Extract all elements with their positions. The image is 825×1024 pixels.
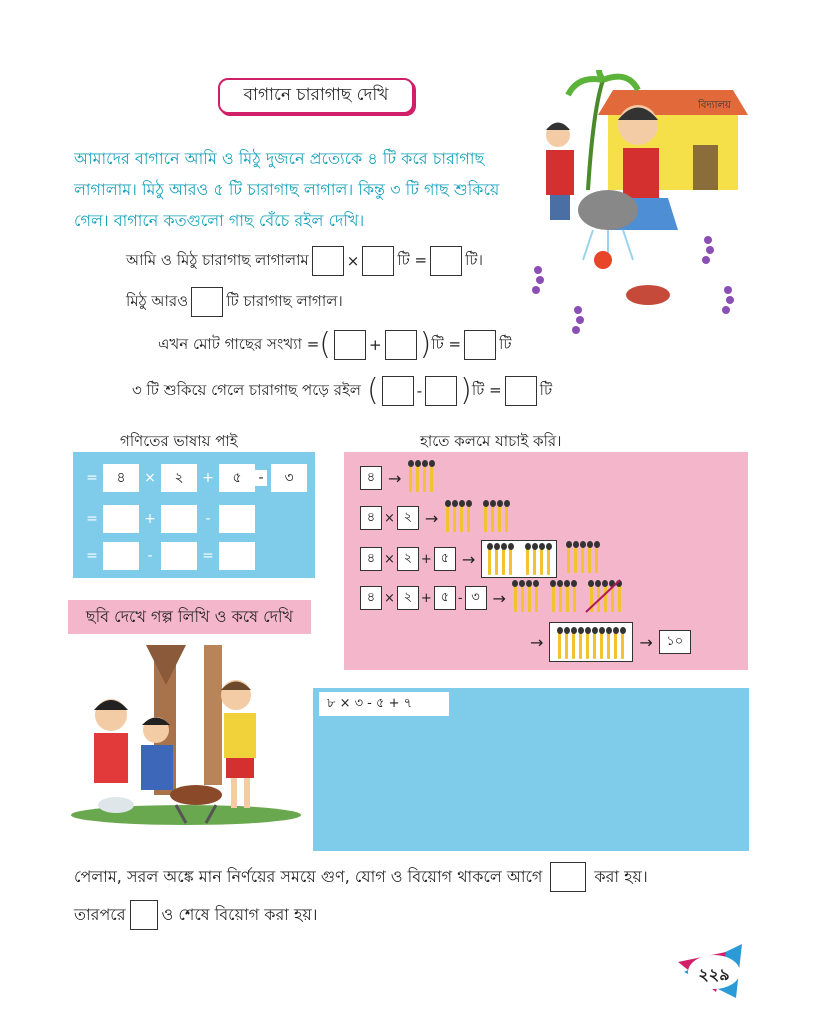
answer-box[interactable] — [312, 246, 344, 276]
num-box: ৪ — [360, 506, 382, 530]
num-box: ২ — [397, 547, 419, 571]
garden-illustration — [508, 70, 758, 340]
enclosed-matchsticks — [481, 540, 557, 578]
page-title: বাগানে চারাগাছ দেখি — [218, 78, 414, 114]
minus-sign: - — [416, 382, 423, 400]
math-language-heading: গণিতের ভাষায় পাই — [120, 432, 238, 450]
answer-cell[interactable] — [103, 505, 139, 533]
answer-cell[interactable] — [161, 542, 197, 570]
answer-box[interactable] — [464, 330, 496, 360]
matchstick-group — [407, 464, 435, 492]
line-planted-label: আমি ও মিঠু চারাগাছ লাগালাম — [126, 250, 309, 269]
close-paren: ) — [460, 373, 472, 408]
minus-sign: - — [457, 590, 463, 606]
answer-box[interactable] — [425, 376, 457, 406]
ti-end: টি। — [465, 250, 483, 269]
num-box: ৫ — [434, 586, 456, 610]
times-sign: × — [144, 470, 156, 486]
line-planted — [126, 246, 483, 276]
answer-box[interactable] — [362, 246, 394, 276]
open-paren: ( — [319, 327, 331, 362]
times-sign: × — [384, 590, 395, 606]
value-cell: ৩ — [271, 464, 307, 492]
line-total-label: এখন মোট গাছের সংখ্যা = — [158, 334, 320, 353]
num-box: ৪ — [360, 547, 382, 571]
equals-sign: = — [86, 511, 98, 527]
story-expression: ৮ × ৩ - ৫ + ৭ — [319, 692, 449, 716]
matchstick-group-crossed — [588, 584, 623, 612]
times-sign: × — [384, 551, 395, 567]
minus-sign: - — [147, 548, 153, 564]
plus-sign: + — [202, 470, 214, 486]
check-result-row — [524, 622, 691, 662]
matchstick-group — [565, 545, 600, 573]
cross-out-line — [584, 578, 624, 614]
page-number: ২২৯ — [698, 965, 730, 984]
arrow-icon: → — [388, 468, 402, 488]
math-row-1 — [81, 464, 307, 492]
matchstick-group — [486, 547, 514, 575]
open-paren: ( — [366, 373, 379, 408]
equals-sign: = — [86, 548, 98, 564]
ti-equals: টি = — [397, 250, 428, 269]
answer-cell[interactable] — [103, 542, 139, 570]
value-cell: ২ — [161, 464, 197, 492]
answer-box[interactable] — [130, 900, 158, 930]
times-sign: × — [346, 252, 360, 270]
arrow-icon: → — [530, 632, 544, 652]
num-box: ২ — [397, 586, 419, 610]
equals-sign: = — [202, 548, 214, 564]
num-box: ৪ — [360, 466, 382, 490]
line-remaining — [132, 373, 553, 408]
arrow-icon: → — [492, 588, 506, 608]
school-sign: বিদ্যালয় — [698, 100, 731, 111]
check-row-3 — [360, 540, 610, 578]
line-more-suffix: টি চারাগাছ লাগাল। — [226, 291, 343, 310]
ti-equals: টি = — [431, 334, 462, 353]
story-label: ছবি দেখে গল্প লিখি ও কষে দেখি — [68, 600, 311, 634]
line-more — [126, 287, 343, 317]
math-row-3 — [81, 542, 255, 570]
conclusion-text-1a: পেলাম, সরল অঙ্কে মান নির্ণয়ের সময়ে গুণ, যোগ ও বিয়োগ থাকলে আগে — [74, 866, 543, 886]
num-box: ২ — [397, 506, 419, 530]
check-row-4 — [360, 584, 633, 612]
value-cell: ৪ — [103, 464, 139, 492]
answer-box[interactable] — [505, 376, 537, 406]
children-cooking-illustration — [66, 645, 306, 830]
answer-box[interactable] — [385, 330, 417, 360]
num-box: ৪ — [360, 586, 382, 610]
equals-sign: = — [86, 470, 98, 486]
num-box: ৫ — [434, 547, 456, 571]
line-total — [158, 327, 512, 362]
matchstick-group — [482, 504, 510, 532]
conclusion-text-1b: করা হয়। — [594, 866, 648, 886]
check-row-2 — [360, 504, 520, 532]
ti-equals: টি = — [471, 380, 502, 399]
matchstick-group — [524, 547, 552, 575]
matchstick-group — [550, 584, 578, 612]
answer-box[interactable] — [550, 862, 586, 892]
check-box — [344, 452, 748, 670]
story-answer-area[interactable] — [313, 688, 749, 851]
answer-box[interactable] — [191, 287, 223, 317]
value-cell: ৫ — [219, 464, 255, 492]
intro-paragraph: আমাদের বাগানে আমি ও মিঠু দুজনে প্রত্যেকে ৪ টি করে চারাগাছ লাগালাম। মিঠু আরও ৫ টি চারাগাছ লাগাল। কিন্তু ৩ টি গাছ শুকিয়ে গেল। বাগানে কতগুলো গাছ বেঁচে রইল দেখি। — [74, 149, 500, 230]
plus-sign: + — [144, 511, 156, 527]
line-remaining-label: ৩ টি শুকিয়ে গেলে চারাগাছ পড়ে রইল — [132, 380, 361, 399]
arrow-icon: → — [424, 508, 439, 528]
answer-cell[interactable] — [219, 505, 255, 533]
ti-end: টি — [539, 380, 553, 399]
num-box: ৩ — [465, 586, 487, 610]
answer-box[interactable] — [430, 246, 462, 276]
minus-sign: - — [205, 511, 211, 527]
math-language-box — [73, 452, 315, 578]
times-sign: × — [384, 510, 395, 526]
answer-cell[interactable] — [219, 542, 255, 570]
ti-end: টি — [499, 334, 512, 353]
conclusion-line-2 — [74, 900, 318, 930]
math-row-2 — [81, 505, 255, 533]
plus-sign: + — [368, 336, 382, 354]
result-box: ১০ — [659, 630, 691, 654]
check-row-1 — [360, 464, 445, 492]
arrow-icon: → — [461, 549, 476, 569]
answer-box[interactable] — [334, 330, 366, 360]
conclusion-text-2a: তারপরে — [74, 904, 126, 924]
plus-sign: + — [420, 590, 432, 606]
enclosed-matchsticks — [549, 622, 633, 662]
arrow-icon: → — [639, 632, 653, 652]
conclusion-line-1 — [74, 862, 648, 892]
answer-cell[interactable] — [161, 505, 197, 533]
matchstick-group — [444, 504, 472, 532]
check-heading: হাতে কলমে যাচাই করি। — [420, 432, 562, 450]
plus-sign: + — [420, 551, 432, 567]
minus-sign: - — [255, 470, 267, 486]
answer-box[interactable] — [382, 376, 414, 406]
line-more-label: মিঠু আরও — [126, 291, 189, 310]
close-paren: ) — [419, 327, 432, 362]
matchstick-group — [512, 584, 540, 612]
conclusion-text-2b: ও শেষে বিয়োগ করা হয়। — [161, 904, 318, 924]
